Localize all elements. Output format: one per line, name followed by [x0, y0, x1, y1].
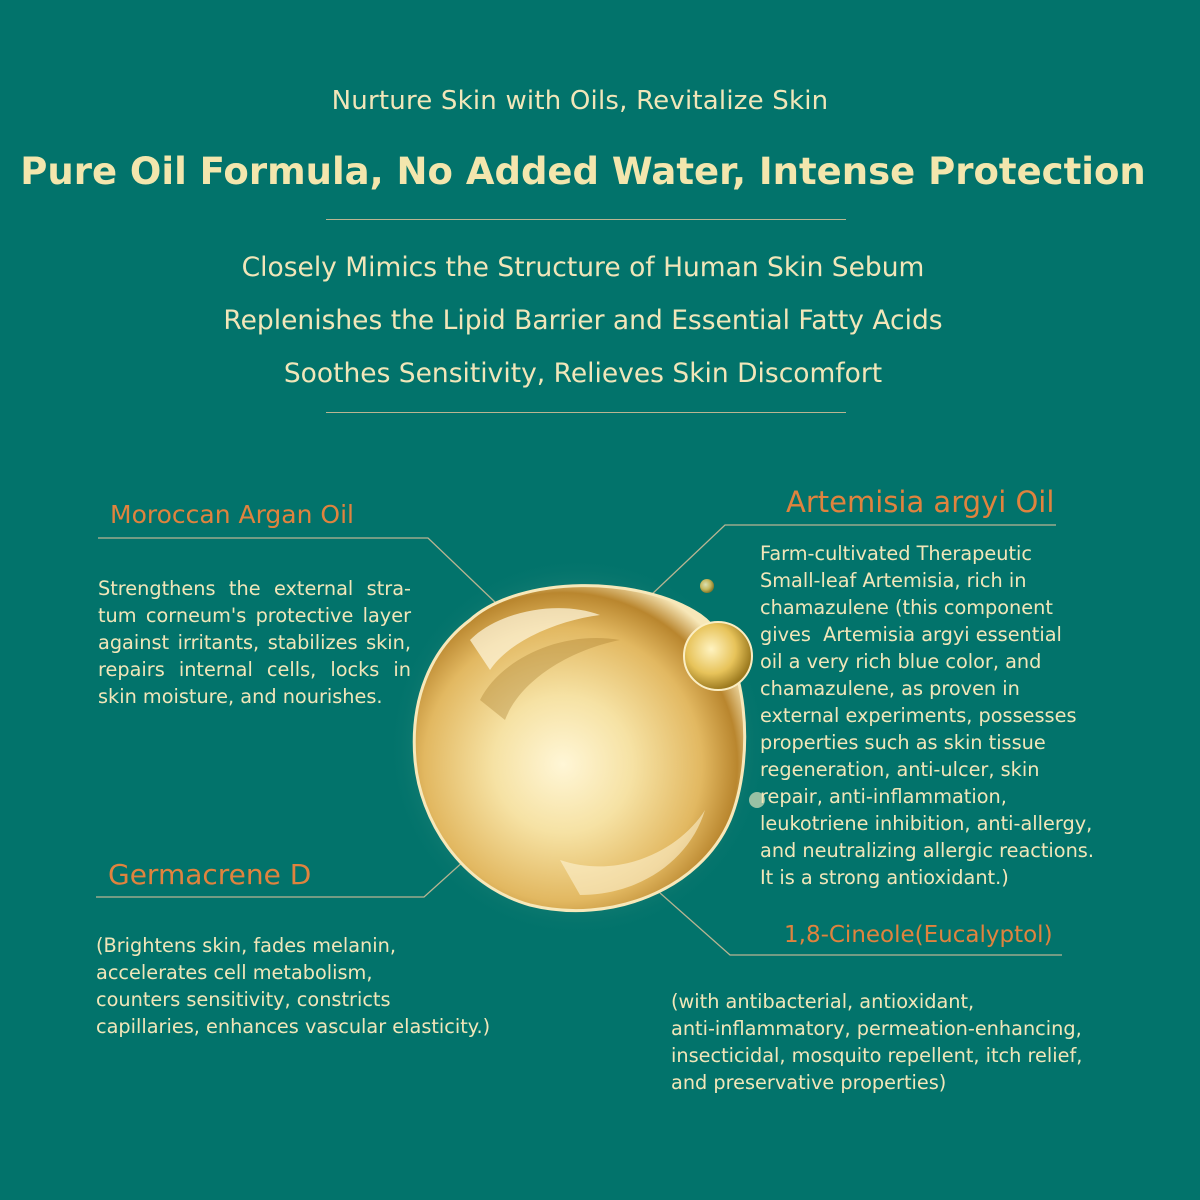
cineole-desc-line: anti-inflammatory, permeation-enhancing, — [671, 1017, 1082, 1040]
benefit-line-3: Soothes Sensitivity, Relieves Skin Discomfort — [283, 358, 883, 389]
subtitle: Nurture Skin with Oils, Revitalize Skin — [331, 86, 829, 116]
artemisia-desc-line: chamazulene (this component — [760, 596, 1053, 619]
cineole-desc-line: and preservative properties) — [671, 1071, 947, 1094]
artemisia-desc-line: chamazulene, as proven in — [760, 677, 1020, 700]
benefit-line-1: Closely Mimics the Structure of Human Skin Sebum — [241, 252, 925, 283]
ingredient-artemisia-desc — [760, 540, 1120, 891]
artemisia-desc-line: Small-leaf Artemisia, rich in — [760, 569, 1027, 592]
ingredient-argan-desc: Strengthens the external stra-tum corneum's protective layer against irritants, stabilizes skin, repairs internal cells, locks in skin moisture, and nourishes. — [98, 577, 411, 708]
artemisia-desc-line: oil a very rich blue color, and — [760, 650, 1042, 673]
germacrene-desc-line: accelerates cell metabolism, — [96, 961, 373, 984]
germacrene-desc-line: counters sensitivity, constricts — [96, 988, 391, 1011]
artemisia-desc-line: and neutralizing allergic reactions. — [760, 839, 1094, 862]
artemisia-desc-line: external experiments, possesses — [760, 704, 1077, 727]
cineole-desc-line: insecticidal, mosquito repellent, itch relief, — [671, 1044, 1083, 1067]
ingredient-argan-name: Moroccan Argan Oil — [110, 500, 354, 529]
ingredient-cineole-desc — [671, 988, 1111, 1096]
artemisia-desc-line: repair, anti-inflammation, — [760, 785, 1007, 808]
ingredient-germacrene-desc — [96, 932, 516, 1040]
artemisia-desc-line: properties such as skin tissue — [760, 731, 1046, 754]
artemisia-desc-line: It is a strong antioxidant.) — [760, 866, 1009, 889]
cineole-desc-line: (with antibacterial, antioxidant, — [671, 990, 975, 1013]
artemisia-desc-line: Farm-cultivated Therapeutic — [760, 542, 1033, 565]
page-title: Pure Oil Formula, No Added Water, Intense Protection — [20, 150, 1146, 193]
benefit-line-2: Replenishes the Lipid Barrier and Essential Fatty Acids — [223, 305, 943, 336]
ingredient-artemisia-name: Artemisia argyi Oil — [786, 485, 1055, 519]
small-drop-2 — [700, 579, 714, 593]
artemisia-desc-line: regeneration, anti-ulcer, skin — [760, 758, 1040, 781]
artemisia-desc-line: gives Artemisia argyi essential — [760, 623, 1062, 646]
ingredient-cineole-name: 1,8-Cineole(Eucalyptol) — [784, 922, 1053, 948]
small-drop-1 — [684, 622, 752, 690]
germacrene-desc-line: (Brightens skin, fades melanin, — [96, 934, 396, 957]
ingredient-germacrene-name: Germacrene D — [108, 858, 312, 891]
germacrene-desc-line: capillaries, enhances vascular elasticity.) — [96, 1015, 491, 1038]
artemisia-desc-line: leukotriene inhibition, anti-allergy, — [760, 812, 1093, 835]
